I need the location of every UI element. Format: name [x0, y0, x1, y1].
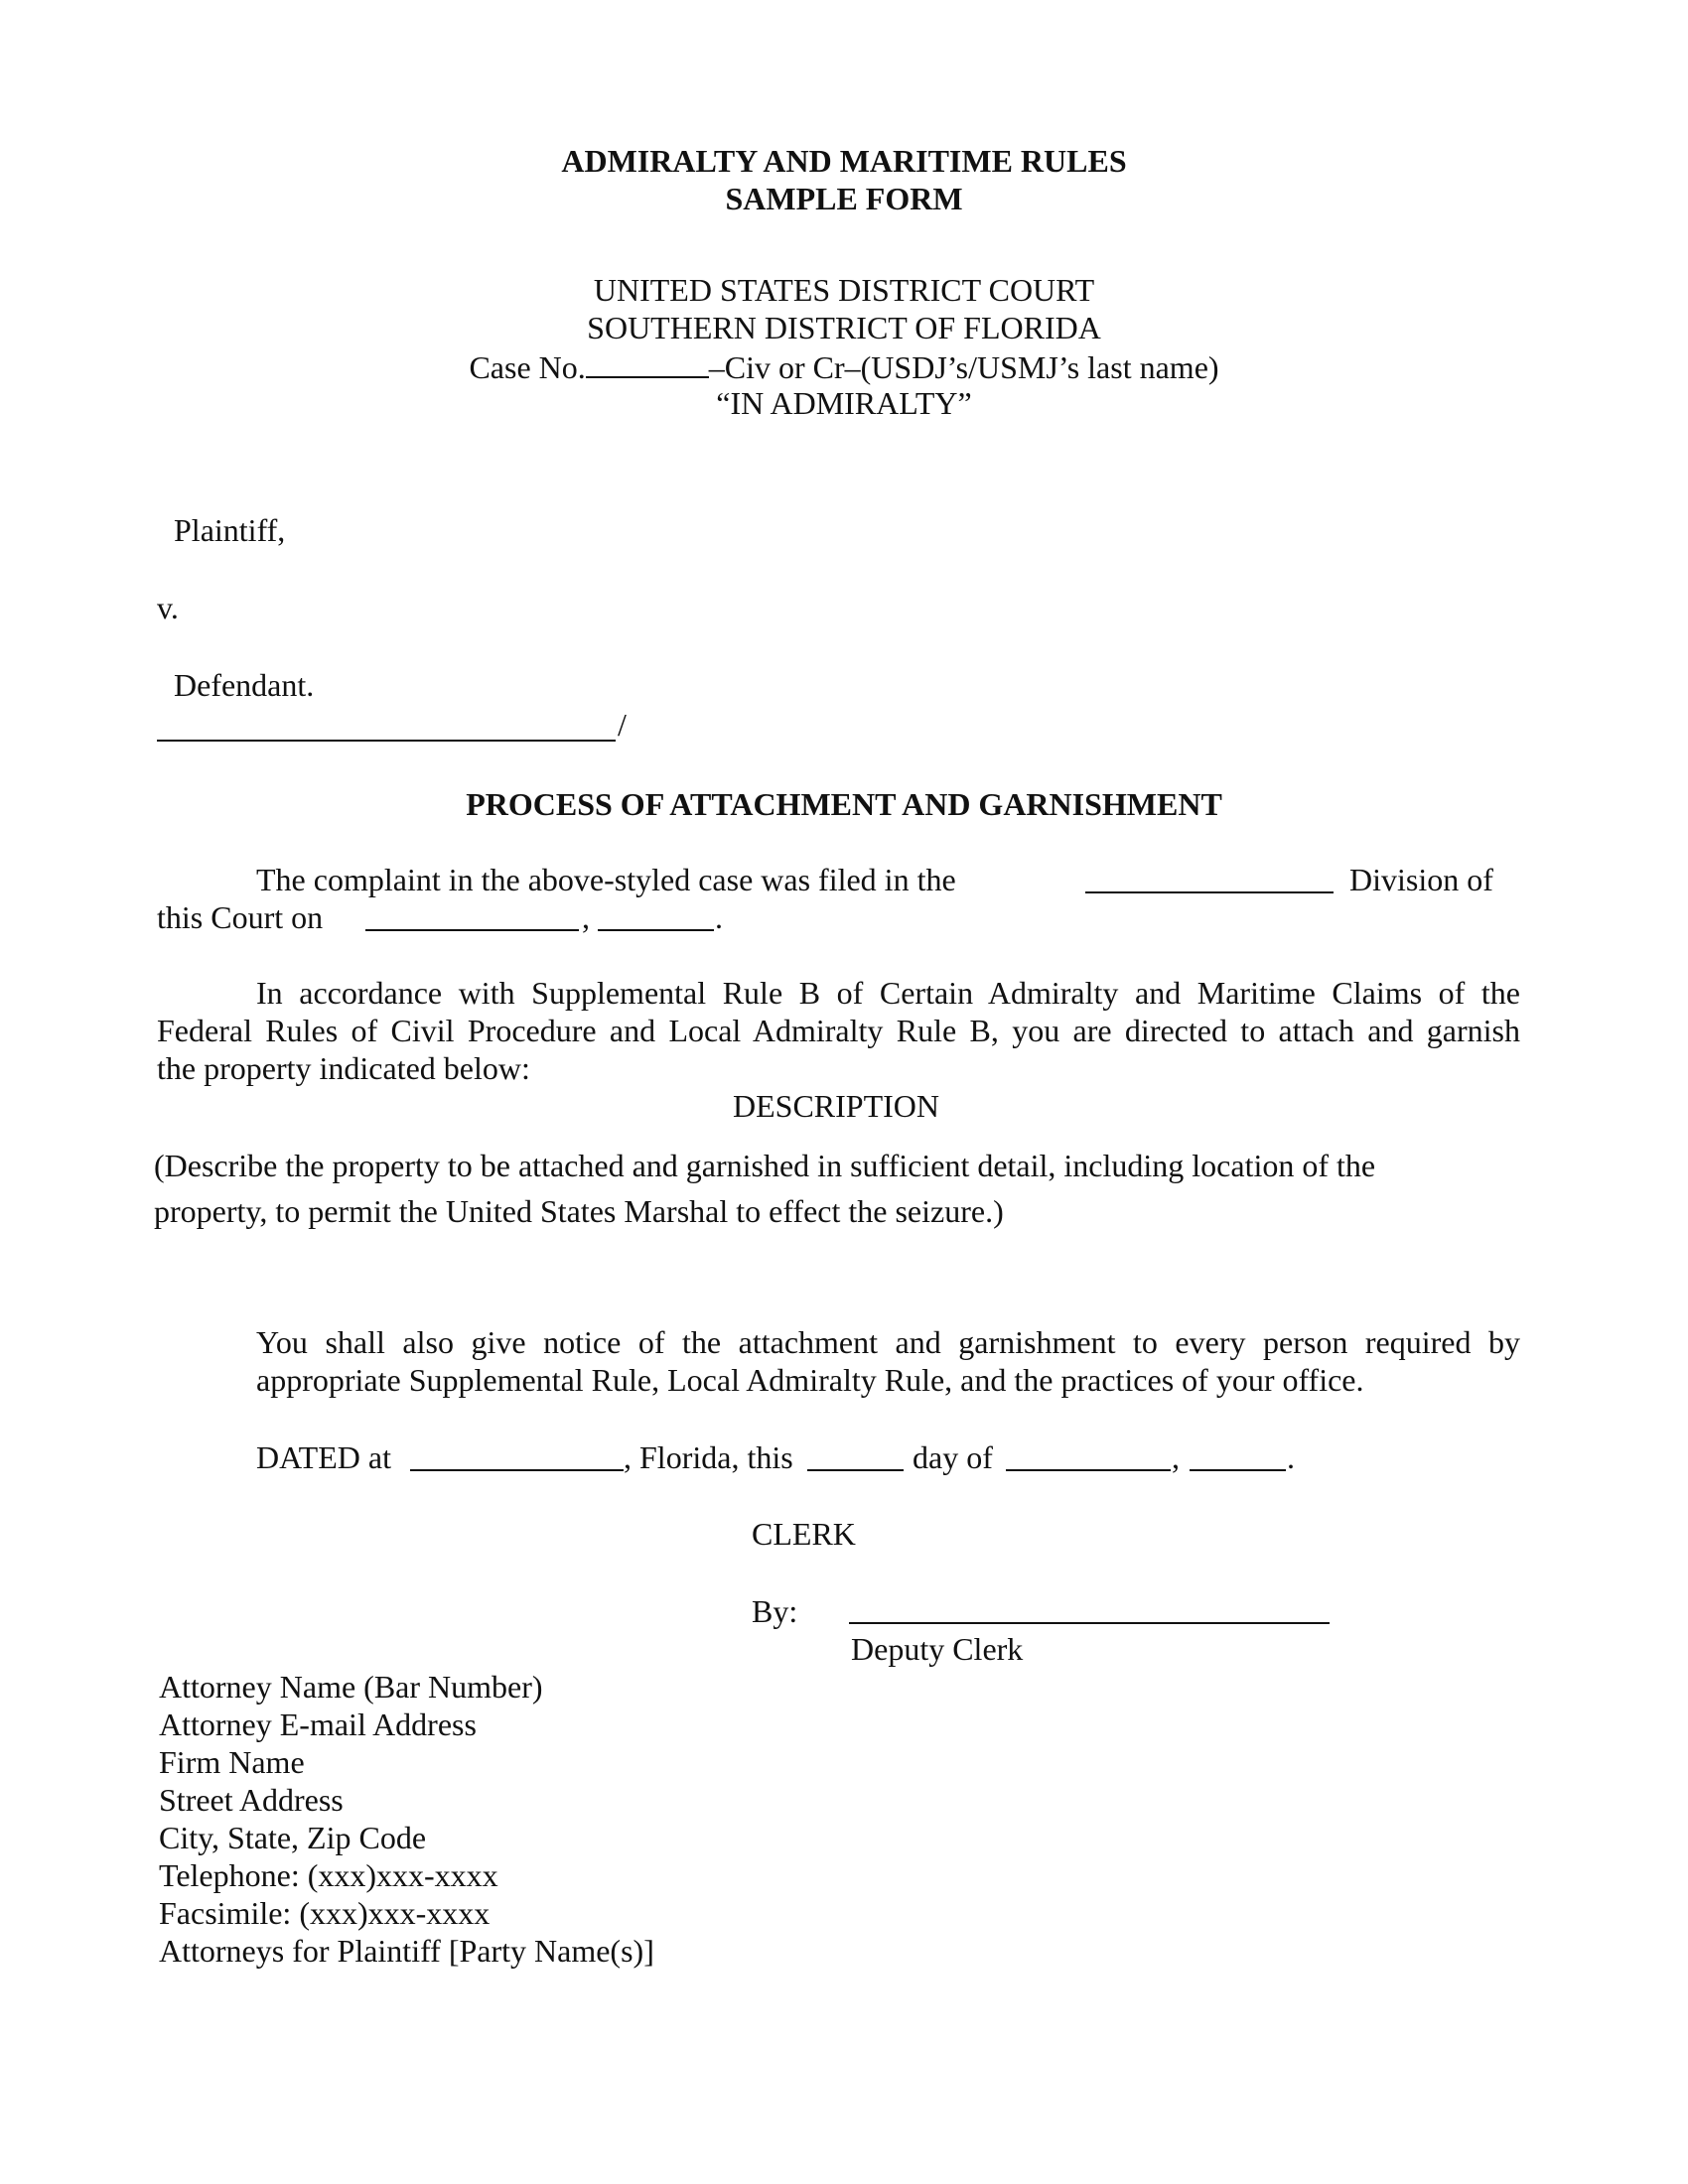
street-address: Street Address: [159, 1782, 344, 1818]
case-number-suffix: –Civ or Cr–(USDJ’s/USMJ’s last name): [708, 349, 1219, 385]
caption-slash: /: [618, 707, 627, 743]
description-line2: property, to permit the United States Marshal to effect the seizure.): [154, 1193, 1004, 1229]
attorney-name: Attorney Name (Bar Number): [159, 1669, 543, 1705]
dated-florida: , Florida, this: [624, 1439, 793, 1475]
para2-line1: In accordance with Supplemental Rule B of Certain Admiralty and Maritime Claims of the: [256, 975, 1520, 1011]
para2-line3: the property indicated below:: [157, 1050, 530, 1086]
para1-comma: ,: [582, 899, 590, 935]
para1-division-of: Division of: [1349, 862, 1493, 897]
telephone: Telephone: (xxx)xxx-xxxx: [159, 1857, 498, 1893]
dated-period: .: [1287, 1439, 1295, 1475]
attorney-email: Attorney E-mail Address: [159, 1706, 477, 1742]
deputy-clerk-label: Deputy Clerk: [851, 1631, 1024, 1667]
form-subtitle: SAMPLE FORM: [725, 181, 963, 216]
in-admiralty: “IN ADMIRALTY”: [716, 385, 972, 421]
signature-line[interactable]: [849, 1622, 1330, 1624]
filed-date-blank[interactable]: [365, 929, 579, 931]
dated-label: DATED at: [256, 1439, 391, 1475]
dated-day-of: day of: [913, 1439, 993, 1475]
document-title: PROCESS OF ATTACHMENT AND GARNISHMENT: [466, 786, 1222, 822]
court-district: SOUTHERN DISTRICT OF FLORIDA: [587, 310, 1101, 345]
facsimile: Facsimile: (xxx)xxx-xxxx: [159, 1895, 491, 1931]
dated-comma: ,: [1172, 1439, 1180, 1475]
form-title: ADMIRALTY AND MARITIME RULES: [561, 143, 1127, 179]
plaintiff-label: Plaintiff,: [174, 512, 286, 548]
firm-name: Firm Name: [159, 1744, 305, 1780]
case-number-label: Case No.: [469, 349, 586, 385]
dated-year-blank[interactable]: [1190, 1469, 1286, 1471]
division-blank[interactable]: [1085, 891, 1334, 893]
versus-label: v.: [157, 590, 179, 625]
defendant-label: Defendant.: [174, 667, 315, 703]
dated-city-blank[interactable]: [410, 1469, 624, 1471]
city-state-zip: City, State, Zip Code: [159, 1820, 427, 1855]
case-number-line: [0, 346, 1688, 386]
para2-line2: Federal Rules of Civil Procedure and Local Admiralty Rule B, you are directed to attach and garnish: [157, 1013, 1520, 1048]
attorneys-for: Attorneys for Plaintiff [Party Name(s)]: [159, 1933, 654, 1969]
notice-line1: You shall also give notice of the attachment and garnishment to every person required by: [256, 1324, 1520, 1360]
dated-month-blank[interactable]: [1006, 1469, 1171, 1471]
para1-period: .: [715, 899, 723, 935]
case-number-blank[interactable]: [586, 346, 709, 378]
notice-line2: appropriate Supplemental Rule, Local Admiralty Rule, and the practices of your office.: [256, 1362, 1364, 1398]
clerk-label: CLERK: [752, 1516, 856, 1552]
para1-line1-text: The complaint in the above-styled case was filed in the: [256, 862, 956, 897]
description-line1: (Describe the property to be attached and garnished in sufficient detail, including location of the: [154, 1148, 1376, 1183]
para1-line2-text: this Court on: [157, 899, 324, 935]
description-heading: DESCRIPTION: [733, 1088, 940, 1124]
dated-day-blank[interactable]: [807, 1469, 904, 1471]
caption-rule: [157, 740, 616, 742]
court-name: UNITED STATES DISTRICT COURT: [593, 272, 1095, 308]
by-label: By:: [752, 1593, 798, 1629]
filed-year-blank[interactable]: [598, 929, 714, 931]
